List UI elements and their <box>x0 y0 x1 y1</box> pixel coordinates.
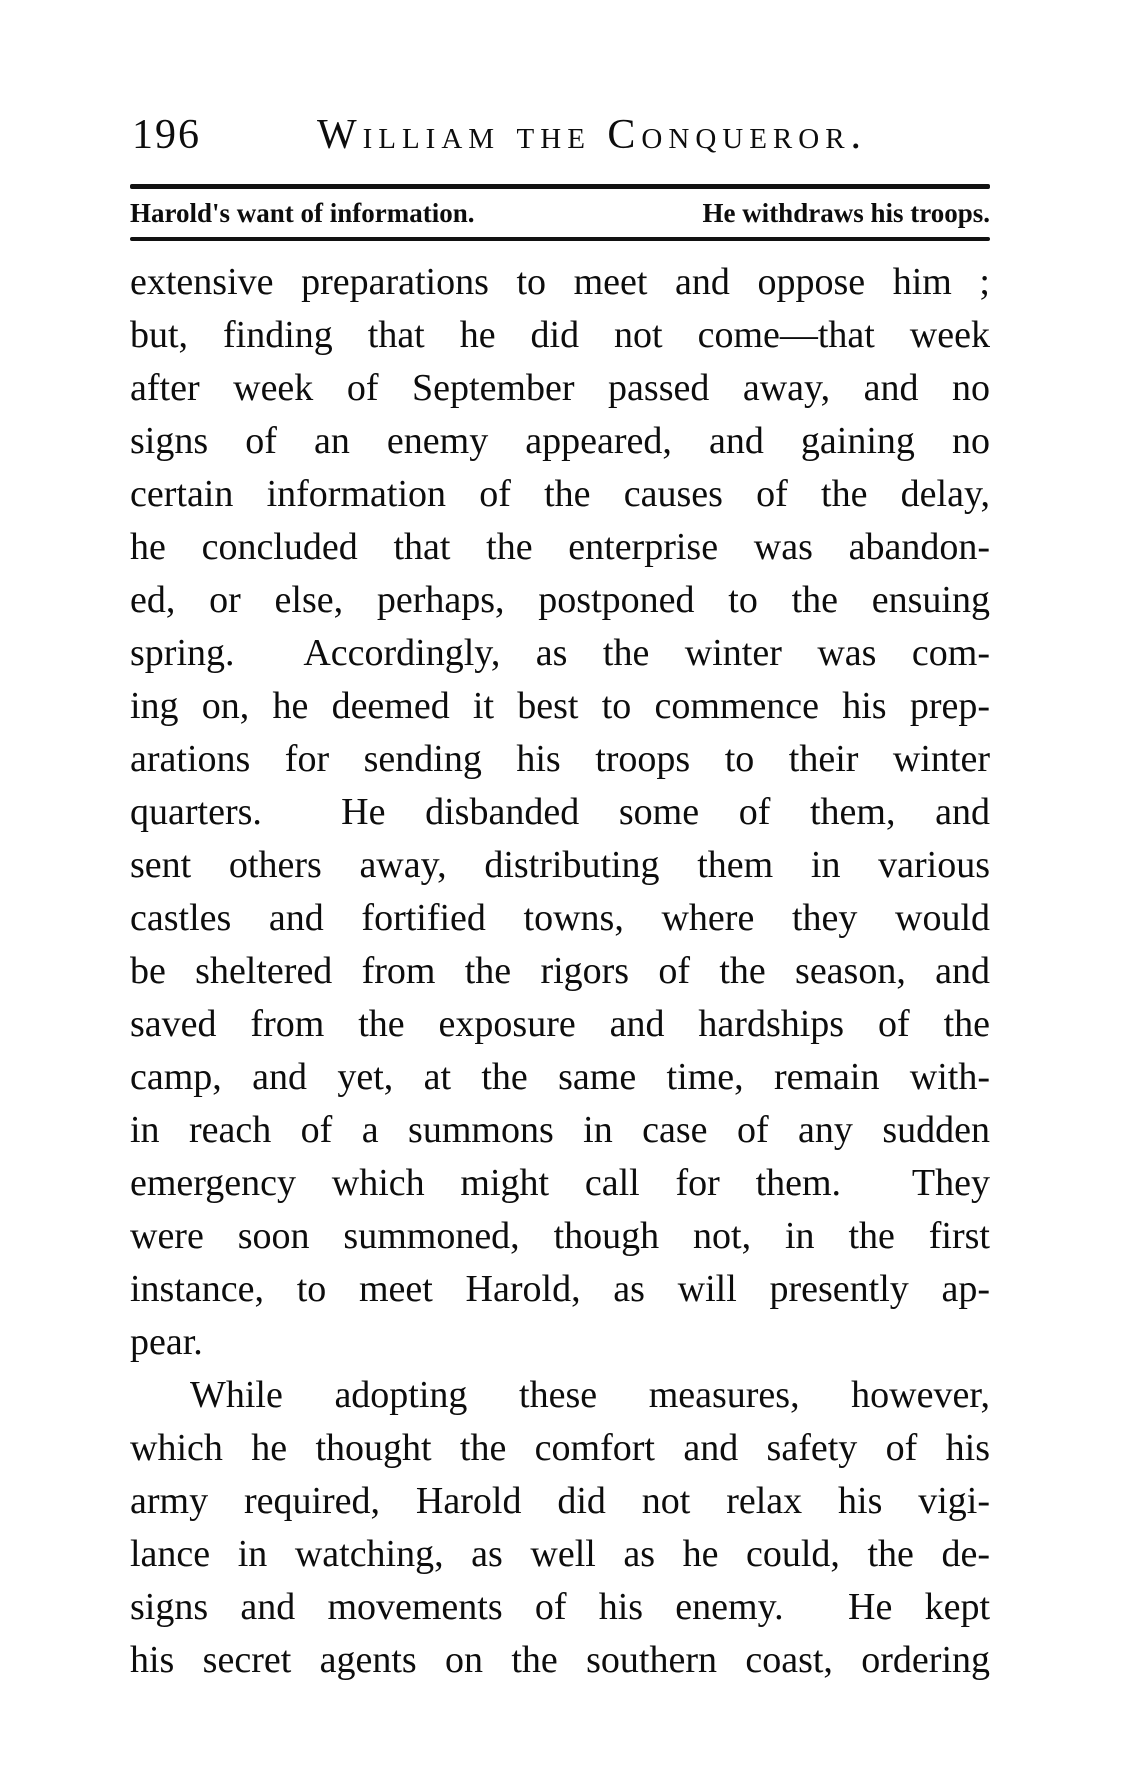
text-line: quarters. He disbanded some of them, and <box>130 791 990 833</box>
page-header <box>130 110 990 160</box>
page-number: 196 <box>132 112 201 158</box>
text-line: army required, Harold did not relax his vigi- <box>130 1480 990 1522</box>
page-body <box>130 256 990 1687</box>
text-line: which he thought the comfort and safety of his <box>130 1427 990 1469</box>
header-rule-bottom <box>130 237 990 241</box>
text-line: but, finding that he did not come—that week <box>130 314 990 356</box>
text-line: spring. Accordingly, as the winter was com- <box>130 632 990 674</box>
text-line: he concluded that the enterprise was abandon- <box>130 526 990 568</box>
text-line: emergency which might call for them. They <box>130 1162 990 1204</box>
header-rule-top <box>130 184 990 189</box>
text-line: signs of an enemy appeared, and gaining no <box>130 420 990 462</box>
text-line: pear. <box>130 1321 203 1363</box>
text-line: after week of September passed away, and no <box>130 367 990 409</box>
text-line: lance in watching, as well as he could, the de- <box>130 1533 990 1575</box>
text-line: While adopting these measures, however, <box>190 1374 990 1416</box>
text-line: castles and fortified towns, where they would <box>130 897 990 939</box>
text-line: his secret agents on the southern coast, ordering <box>130 1639 990 1681</box>
text-line: ed, or else, perhaps, postponed to the ensuing <box>130 579 990 621</box>
text-line: ing on, he deemed it best to commence his prep- <box>130 685 990 727</box>
book-title: William the Conqueror. <box>316 112 868 158</box>
text-line: camp, and yet, at the same time, remain with- <box>130 1056 990 1098</box>
text-line: in reach of a summons in case of any sudden <box>130 1109 990 1151</box>
text-line: extensive preparations to meet and oppose him ; <box>130 261 990 303</box>
text-line: arations for sending his troops to their winter <box>130 738 990 780</box>
text-line: instance, to meet Harold, as will presently ap- <box>130 1268 990 1310</box>
text-line: saved from the exposure and hardships of the <box>130 1003 990 1045</box>
text-line: sent others away, distributing them in various <box>130 844 990 886</box>
text-line: certain information of the causes of the delay, <box>130 473 990 515</box>
running-head-left: Harold's want of information. <box>130 198 475 228</box>
running-heads <box>130 198 990 228</box>
text-line: signs and movements of his enemy. He kept <box>130 1586 990 1628</box>
text-line: were soon summoned, though not, in the first <box>130 1215 990 1257</box>
text-line: be sheltered from the rigors of the season, and <box>130 950 990 992</box>
running-head-right: He withdraws his troops. <box>702 198 990 228</box>
